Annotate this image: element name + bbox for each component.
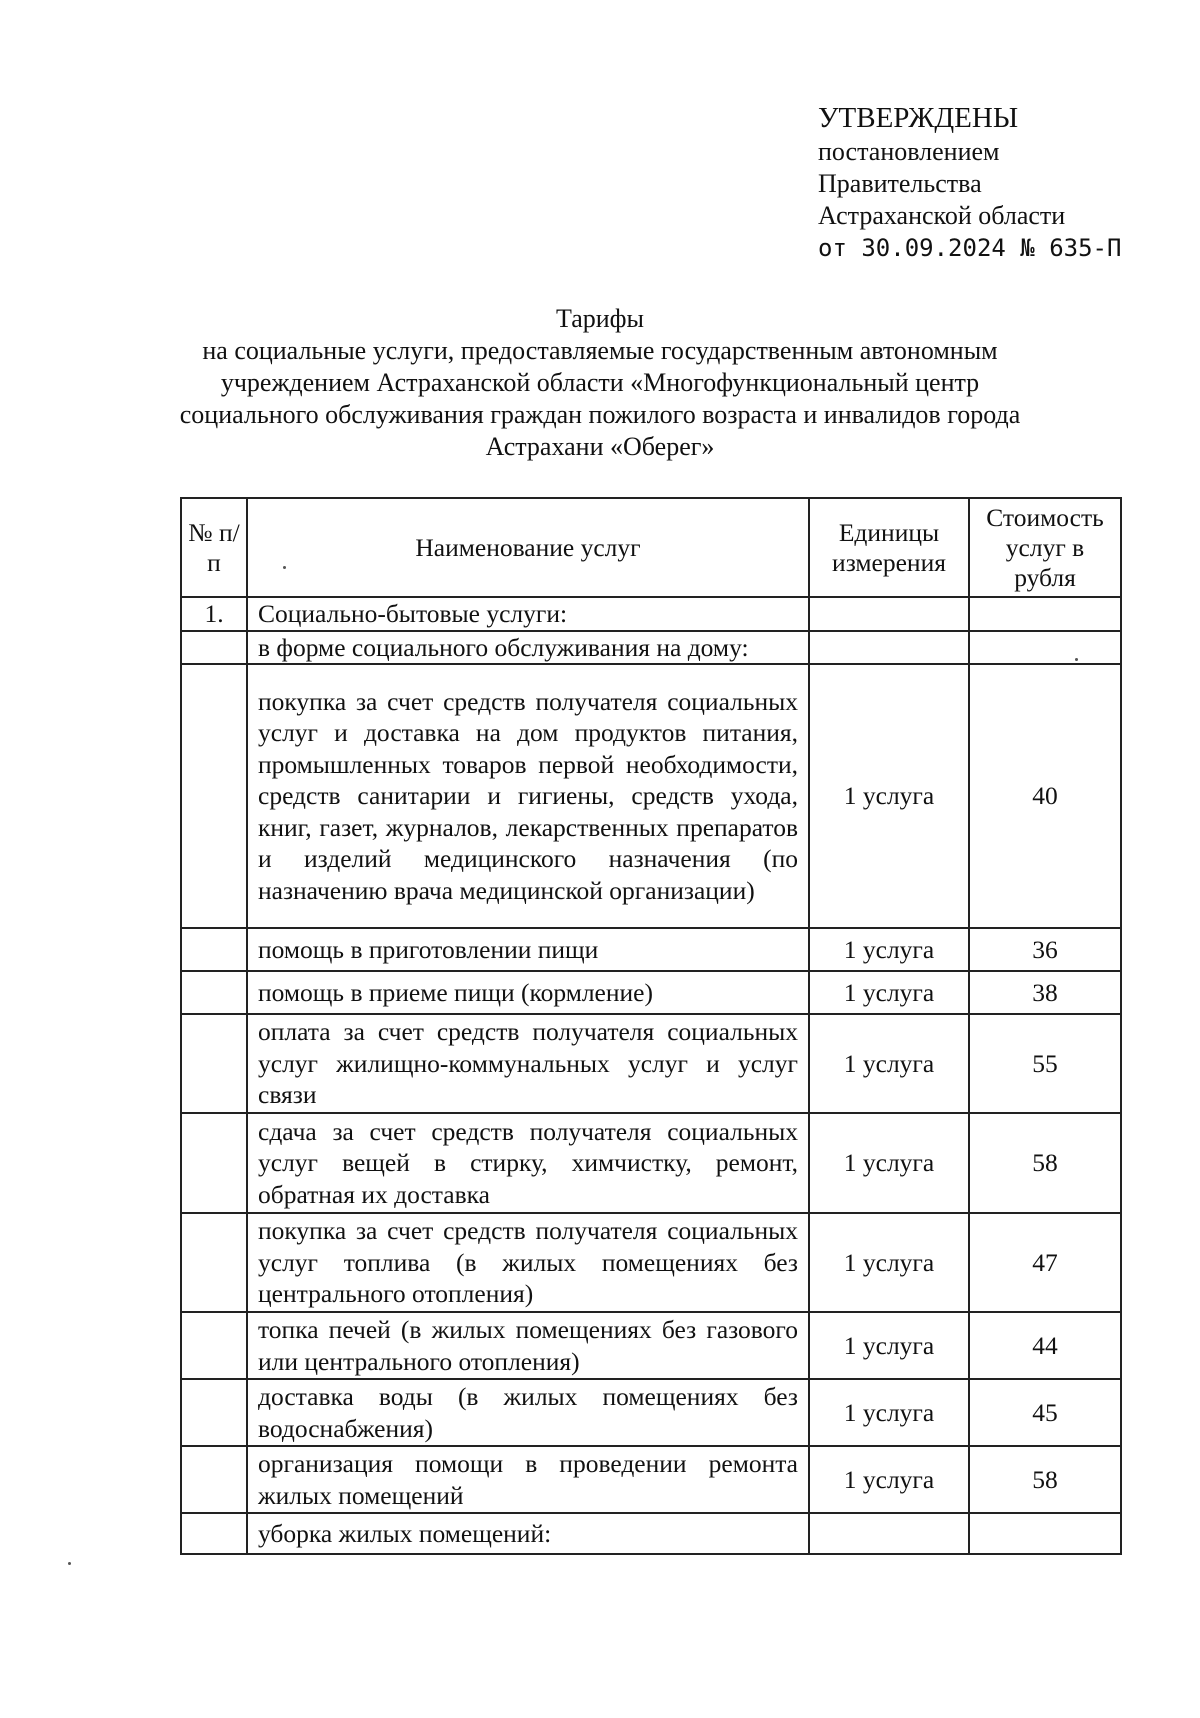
row-unit: 1 услуга bbox=[809, 1014, 969, 1113]
header-num: № п/п bbox=[181, 498, 247, 597]
table-row bbox=[181, 631, 1121, 665]
table-row bbox=[181, 1113, 1121, 1213]
table-row bbox=[181, 1446, 1121, 1513]
document-title bbox=[0, 303, 1200, 463]
row-num bbox=[181, 1513, 247, 1554]
row-name: уборка жилых помещений: bbox=[247, 1513, 809, 1554]
row-num bbox=[181, 1312, 247, 1379]
row-price: 58 bbox=[969, 1446, 1121, 1513]
row-name: помощь в приготовлении пищи bbox=[247, 928, 809, 971]
row-unit bbox=[809, 597, 969, 631]
row-name: топка печей (в жилых помещениях без газового или центрального отопления) bbox=[247, 1312, 809, 1379]
row-num bbox=[181, 971, 247, 1014]
table-row bbox=[181, 1014, 1121, 1113]
row-num bbox=[181, 1113, 247, 1213]
table-row bbox=[181, 1213, 1121, 1312]
row-num bbox=[181, 631, 247, 665]
row-name: оплата за счет средств получателя социальных услуг жилищно-коммунальных услуг и услуг связи bbox=[247, 1014, 809, 1113]
title-line-2: на социальные услуги, предоставляемые государственным автономным bbox=[202, 336, 998, 365]
row-num bbox=[181, 1379, 247, 1446]
row-num bbox=[181, 928, 247, 971]
row-num: 1. bbox=[181, 597, 247, 631]
approval-line-2: Правительства bbox=[818, 169, 982, 198]
row-price: 47 bbox=[969, 1213, 1121, 1312]
scan-speck bbox=[1075, 658, 1078, 661]
table-row bbox=[181, 597, 1121, 631]
table-row bbox=[181, 1312, 1121, 1379]
table-row bbox=[181, 971, 1121, 1014]
row-unit: 1 услуга bbox=[809, 928, 969, 971]
row-price bbox=[969, 597, 1121, 631]
approval-heading: УТВЕРЖДЕНЫ bbox=[818, 102, 1019, 134]
row-name: покупка за счет средств получателя социальных услуг топлива (в жилых помещениях без центрального отопления) bbox=[247, 1213, 809, 1312]
approval-date-line: от 30.09.2024 № 635-П bbox=[818, 234, 1122, 262]
table-row bbox=[181, 928, 1121, 971]
header-unit: Единицы измерения bbox=[809, 498, 969, 597]
row-unit: 1 услуга bbox=[809, 1113, 969, 1213]
scan-speck bbox=[283, 566, 286, 569]
approval-stamp bbox=[818, 100, 1121, 264]
approval-line-3: Астраханской области bbox=[818, 201, 1066, 230]
row-price: 55 bbox=[969, 1014, 1121, 1113]
header-price: Стоимость услуг в рубля bbox=[969, 498, 1121, 597]
scan-speck bbox=[68, 1562, 71, 1565]
row-num bbox=[181, 1213, 247, 1312]
row-name: покупка за счет средств получателя социальных услуг и доставка на дом продуктов питания, промышленных товаров первой необходимости, средств санитарии и гигиены, средств ухода, книг, газет, журналов, лекарственных препаратов и изделий медицинского назначения (по назначению врача медицинской организации) bbox=[247, 664, 809, 928]
row-price: 44 bbox=[969, 1312, 1121, 1379]
approval-line-1: постановлением bbox=[818, 137, 1000, 166]
row-name: сдача за счет средств получателя социальных услуг вещей в стирку, химчистку, ремонт, обратная их доставка bbox=[247, 1113, 809, 1213]
row-price bbox=[969, 1513, 1121, 1554]
row-price: 40 bbox=[969, 664, 1121, 928]
row-price: 45 bbox=[969, 1379, 1121, 1446]
row-unit: 1 услуга bbox=[809, 664, 969, 928]
title-line-4: социального обслуживания граждан пожилого возраста и инвалидов города bbox=[179, 400, 1021, 429]
table-row bbox=[181, 1513, 1121, 1554]
row-unit: 1 услуга bbox=[809, 1213, 969, 1312]
row-unit: 1 услуга bbox=[809, 1312, 969, 1379]
row-price: 58 bbox=[969, 1113, 1121, 1213]
row-unit bbox=[809, 1513, 969, 1554]
row-num bbox=[181, 1014, 247, 1113]
row-name: Социально-бытовые услуги: bbox=[247, 597, 809, 631]
row-name: доставка воды (в жилых помещениях без водоснабжения) bbox=[247, 1379, 809, 1446]
row-num bbox=[181, 1446, 247, 1513]
table-header-row bbox=[181, 498, 1121, 597]
row-unit bbox=[809, 631, 969, 665]
row-price bbox=[969, 631, 1121, 665]
row-name: помощь в приеме пищи (кормление) bbox=[247, 971, 809, 1014]
row-price: 36 bbox=[969, 928, 1121, 971]
row-unit: 1 услуга bbox=[809, 1446, 969, 1513]
table-row bbox=[181, 1379, 1121, 1446]
title-line-1: Тарифы bbox=[555, 304, 644, 333]
table-row bbox=[181, 664, 1121, 928]
table-body bbox=[181, 597, 1121, 1554]
row-unit: 1 услуга bbox=[809, 1379, 969, 1446]
row-unit: 1 услуга bbox=[809, 971, 969, 1014]
row-num bbox=[181, 664, 247, 928]
tariff-table bbox=[180, 497, 1122, 1555]
header-name: Наименование услуг bbox=[247, 498, 809, 597]
title-line-3: учреждением Астраханской области «Многофункциональный центр bbox=[220, 368, 980, 397]
title-line-5: Астрахани «Оберег» bbox=[485, 432, 715, 461]
row-price: 38 bbox=[969, 971, 1121, 1014]
row-name: в форме социального обслуживания на дому: bbox=[247, 631, 809, 665]
row-name: организация помощи в проведении ремонта жилых помещений bbox=[247, 1446, 809, 1513]
